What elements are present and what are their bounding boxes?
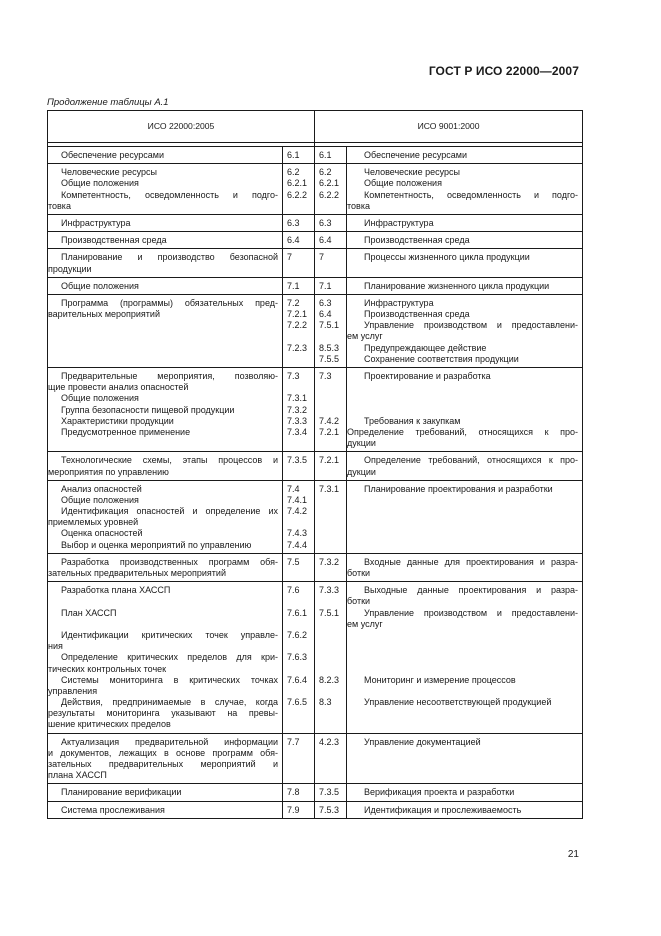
- clause-number-iso9001-line: [319, 405, 344, 416]
- clause-number-iso22000-line: 6.2.1: [287, 178, 308, 189]
- clause-title-iso9001-line: [347, 382, 578, 393]
- clause-number-iso22000-line: 7.8: [287, 787, 300, 798]
- clause-number-iso9001-line: [319, 664, 344, 675]
- clause-number-iso22000-line: 6.2: [287, 167, 300, 178]
- clause-number-iso9001-line: [319, 331, 344, 342]
- table-row: [48, 214, 583, 231]
- clause-number-iso22000-line: 7.3.5: [287, 455, 308, 466]
- clause-title-iso22000-cell: [48, 582, 283, 733]
- clause-number-iso9001-cell: [315, 277, 347, 294]
- clause-number-iso9001-line: [319, 619, 344, 630]
- clause-number-iso9001-line: [319, 528, 344, 539]
- clause-number-iso9001-line: 6.2: [319, 167, 332, 178]
- clause-number-iso22000-line: [287, 331, 312, 342]
- clause-title-iso9001-line: [347, 506, 578, 517]
- clause-number-iso9001-line: [319, 708, 344, 719]
- clause-title-iso22000-line: Программа (программы) обязательных пред-: [61, 297, 278, 308]
- table-row: [48, 294, 583, 367]
- clause-title-iso22000-line: щие провести анализ опасностей: [48, 382, 189, 393]
- clause-title-iso22000-line: [61, 320, 278, 331]
- clause-title-iso9001-line: [347, 517, 578, 528]
- clause-title-iso22000-line: Планирование верификации: [61, 787, 182, 798]
- clause-number-iso22000-cell: [283, 368, 315, 452]
- clause-number-iso22000-cell: [283, 784, 315, 801]
- clause-number-iso9001-line: 7.3: [319, 371, 332, 381]
- clause-title-iso9001-cell: [347, 294, 583, 367]
- clause-number-iso9001-line: [319, 382, 344, 393]
- clause-title-iso22000-cell: [48, 232, 283, 249]
- clause-title-iso22000-line: Идентификация опасностей и определение их: [61, 506, 278, 517]
- clause-number-iso22000-cell: [283, 480, 315, 553]
- clause-number-iso9001-line: 7.3.3: [319, 585, 340, 596]
- clause-title-iso9001-line: Производственная среда: [364, 309, 470, 320]
- clause-title-iso9001-line: Общие положения: [364, 178, 442, 189]
- clause-title-iso22000-line: Системы мониторинга в критических точках: [61, 674, 278, 685]
- clause-number-iso9001-line: 6.2.1: [319, 178, 340, 189]
- clause-number-iso22000-line: [287, 382, 312, 393]
- clause-number-iso9001-cell: [315, 553, 347, 581]
- clause-number-iso22000-line: 7.2.3: [287, 342, 308, 353]
- clause-number-iso22000-cell: [283, 164, 315, 215]
- clause-title-iso9001-cell: [347, 480, 583, 553]
- clause-number-iso9001-line: 8.5.3: [319, 342, 340, 353]
- clause-number-iso22000-line: 6.2.2: [287, 189, 308, 200]
- clause-number-iso22000-line: [287, 354, 312, 365]
- table-row: [48, 368, 583, 452]
- clause-number-iso22000-line: 7.6.4: [287, 674, 308, 685]
- clause-title-iso22000-line: Общие положения: [61, 494, 139, 505]
- clause-title-iso22000-line: Общие положения: [61, 280, 139, 291]
- table-row: [48, 249, 583, 277]
- clause-number-iso22000-line: 7.6.3: [287, 652, 308, 663]
- clause-number-iso22000-line: [287, 438, 312, 449]
- clause-number-iso9001-line: 6.4: [319, 309, 332, 320]
- clause-number-iso9001-cell: [315, 214, 347, 231]
- clause-title-iso22000-line: Инфраструктура: [61, 217, 131, 228]
- clause-title-iso9001-line: Человеческие ресурсы: [364, 167, 461, 178]
- clause-title-iso9001-cell: [347, 214, 583, 231]
- clause-title-iso22000-line: Обеспечение ресурсами: [61, 150, 164, 160]
- clause-title-iso9001-line: Определение требований, относящихся к про-: [347, 426, 579, 437]
- clause-number-iso22000-line: 7.4.3: [287, 528, 308, 539]
- clause-number-iso22000-cell: [283, 294, 315, 367]
- clause-number-iso9001-line: 7.4.2: [319, 415, 340, 426]
- clause-title-iso9001-line: ботки: [347, 568, 371, 578]
- clause-title-iso22000-line: зательных предварительных мероприятий и: [48, 759, 278, 769]
- clause-number-iso9001-line: 7.5.3: [319, 804, 340, 815]
- clause-title-iso22000-line: ния: [48, 641, 63, 652]
- clause-number-iso9001-cell: [315, 480, 347, 553]
- clause-number-iso9001-line: [319, 641, 344, 652]
- clause-number-iso22000-cell: [283, 733, 315, 784]
- clause-title-iso22000-cell: [48, 164, 283, 215]
- clause-title-iso22000-line: [61, 331, 278, 342]
- correspondence-table: [47, 110, 583, 819]
- document-id: ГОСТ Р ИСО 22000—2007: [428, 64, 579, 78]
- clause-title-iso22000-cell: [48, 733, 283, 784]
- clause-number-iso9001-line: [319, 686, 344, 697]
- clause-title-iso22000-line: Идентификации критических точек управле-: [61, 629, 278, 640]
- clause-title-iso9001-line: Входные данные для проектирования и разра-: [364, 556, 579, 567]
- clause-number-iso9001-cell: [315, 801, 347, 818]
- clause-number-iso9001-line: 6.1: [319, 150, 332, 160]
- clause-title-iso9001-line: Инфраструктура: [364, 217, 434, 228]
- clause-number-iso22000-line: [287, 596, 312, 607]
- clause-title-iso9001-line: [347, 540, 578, 551]
- clause-title-iso9001-line: ем услуг: [347, 618, 383, 629]
- clause-number-iso9001-line: 6.4: [319, 235, 332, 246]
- clause-number-iso22000-cell: [283, 582, 315, 733]
- clause-number-iso9001-line: 7.5.1: [319, 320, 340, 331]
- table-row: [48, 784, 583, 801]
- clause-number-iso9001-line: [319, 393, 344, 404]
- clause-number-iso9001-cell: [315, 249, 347, 277]
- clause-number-iso22000-line: [287, 641, 312, 652]
- clause-number-iso22000-line: [287, 708, 312, 719]
- clause-number-iso9001-line: [319, 517, 344, 528]
- column-header-iso9001: ИСО 9001:2000: [315, 111, 583, 143]
- clause-title-iso22000-line: Определение критических пределов для кри-: [61, 652, 278, 663]
- clause-title-iso9001-line: Управление производством и предоставлени-: [364, 320, 579, 331]
- clause-number-iso9001-line: 7.3.5: [319, 787, 340, 798]
- clause-number-iso9001-line: 7.2.1: [319, 426, 340, 437]
- clause-number-iso22000-line: [287, 686, 312, 697]
- table-row: [48, 801, 583, 818]
- clause-title-iso9001-line: Планирование жизненного цикла продукции: [364, 280, 550, 291]
- clause-number-iso9001-line: [319, 630, 344, 641]
- clause-number-iso22000-line: 7.2.2: [287, 320, 308, 331]
- clause-number-iso9001-line: 6.3: [319, 297, 332, 308]
- clause-title-iso22000-line: [61, 438, 278, 449]
- clause-title-iso22000-line: приемлемых уровней: [48, 517, 139, 528]
- clause-number-iso9001-line: [319, 596, 344, 607]
- clause-title-iso22000-line: Производственная среда: [61, 235, 167, 246]
- clause-number-iso22000-line: 7.3: [287, 371, 300, 381]
- clause-title-iso22000-line: Общие положения: [61, 393, 139, 404]
- clause-number-iso22000-line: 7.6: [287, 585, 300, 596]
- clause-number-iso9001-line: 8.2.3: [319, 674, 340, 685]
- clause-number-iso9001-line: 7: [319, 252, 325, 263]
- clause-number-iso9001-line: 7.1: [319, 280, 332, 291]
- clause-number-iso9001-line: [319, 506, 344, 517]
- clause-title-iso22000-line: Система прослеживания: [61, 804, 165, 815]
- table-row: [48, 582, 583, 733]
- clause-title-iso22000-line: План ХАССП: [61, 607, 117, 618]
- clause-number-iso22000-line: 7.3.2: [287, 404, 308, 415]
- table-row: [48, 733, 583, 784]
- clause-number-iso22000-line: 7.6.2: [287, 629, 308, 640]
- clause-number-iso22000-line: 7.4.2: [287, 506, 308, 517]
- clause-number-iso9001-line: [319, 652, 344, 663]
- clause-number-iso22000-line: 7.6.5: [287, 697, 308, 708]
- clause-number-iso22000-line: 7: [287, 252, 293, 263]
- clause-title-iso9001-cell: [347, 277, 583, 294]
- clause-title-iso22000-line: Предусмотренное применение: [61, 426, 191, 437]
- clause-title-iso22000-cell: [48, 553, 283, 581]
- clause-number-iso22000-line: 7.9: [287, 804, 300, 815]
- clause-number-iso9001-cell: [315, 582, 347, 733]
- clause-number-iso9001-line: 7.5.5: [319, 353, 340, 364]
- clause-title-iso9001-cell: [347, 452, 583, 480]
- clause-title-iso22000-cell: [48, 249, 283, 277]
- clause-number-iso9001-line: [319, 719, 344, 730]
- clause-title-iso22000-line: [61, 596, 278, 607]
- table-row: [48, 164, 583, 215]
- clause-number-iso9001-line: 6.3: [319, 217, 332, 228]
- clause-number-iso9001-cell: [315, 784, 347, 801]
- clause-title-iso9001-line: Сохранение соответствия продукции: [364, 353, 519, 364]
- clause-title-iso9001-line: Предупреждающее действие: [364, 342, 487, 353]
- clause-title-iso22000-line: шение критических пределов: [48, 719, 171, 730]
- clause-number-iso22000-line: 7.3.3: [287, 415, 308, 426]
- clause-number-iso22000-cell: [283, 147, 315, 164]
- clause-title-iso22000-line: [61, 354, 278, 365]
- table-row: [48, 480, 583, 553]
- clause-number-iso9001-cell: [315, 147, 347, 164]
- clause-title-iso22000-line: зательных предварительных мероприятий: [48, 568, 226, 578]
- clause-number-iso9001-line: 7.5.1: [319, 607, 340, 618]
- clause-title-iso9001-line: Обеспечение ресурсами: [364, 150, 467, 160]
- clause-number-iso22000-line: 7.3.1: [287, 393, 308, 404]
- clause-title-iso9001-line: Управление несоответствующей продукцией: [364, 697, 552, 708]
- clause-title-iso9001-cell: [347, 784, 583, 801]
- clause-number-iso9001-cell: [315, 164, 347, 215]
- clause-number-iso22000-cell: [283, 249, 315, 277]
- clause-title-iso9001-line: [347, 495, 578, 506]
- clause-title-iso22000-line: варительных мероприятий: [48, 309, 160, 320]
- clause-title-iso22000-line: Компетентность, осведомленность и подго-: [61, 189, 278, 200]
- clause-title-iso22000-line: Характеристики продукции: [61, 415, 174, 426]
- page-number: 21: [567, 849, 579, 860]
- clause-number-iso22000-cell: [283, 232, 315, 249]
- table-row: [48, 553, 583, 581]
- clause-title-iso22000-line: Предварительные мероприятия, позволяю-: [61, 371, 278, 381]
- clause-title-iso22000-line: плана ХАССП: [48, 770, 107, 781]
- clause-title-iso9001-cell: [347, 553, 583, 581]
- clause-title-iso22000-line: продукции: [48, 263, 92, 274]
- clause-title-iso9001-line: Инфраструктура: [364, 297, 434, 308]
- clause-title-iso9001-line: Верификация проекта и разработки: [364, 787, 515, 798]
- table-row: [48, 147, 583, 164]
- clause-title-iso9001-line: [347, 686, 578, 697]
- clause-title-iso9001-line: дукции: [347, 438, 376, 449]
- clause-number-iso22000-line: 7.4: [287, 483, 300, 494]
- clause-title-iso22000-line: тических контрольных точек: [48, 663, 167, 674]
- clause-title-iso22000-line: [61, 343, 278, 354]
- clause-title-iso22000-line: Разработка плана ХАССП: [61, 585, 171, 596]
- clause-title-iso22000-line: результаты мониторинга указывают на превы-: [48, 708, 278, 719]
- clause-number-iso9001-line: 7.3.1: [319, 483, 340, 494]
- clause-number-iso22000-cell: [283, 277, 315, 294]
- clause-title-iso22000-line: Разработка производственных программ обя-: [61, 556, 278, 567]
- clause-title-iso9001-cell: [347, 164, 583, 215]
- clause-number-iso22000-line: 6.3: [287, 217, 300, 228]
- clause-title-iso9001-line: дукции: [347, 466, 376, 477]
- clause-title-iso22000-line: [61, 619, 278, 630]
- clause-title-iso9001-line: Требования к закупкам: [364, 415, 461, 426]
- clause-title-iso22000-cell: [48, 277, 283, 294]
- clause-title-iso22000-line: Выбор и оценка мероприятий по управлению: [61, 539, 252, 550]
- clause-title-iso22000-cell: [48, 480, 283, 553]
- clause-title-iso9001-line: [347, 664, 578, 675]
- table-row: [48, 277, 583, 294]
- clause-title-iso9001-line: [347, 708, 578, 719]
- clause-title-iso22000-line: Группа безопасности пищевой продукции: [61, 404, 235, 415]
- clause-number-iso22000-cell: [283, 214, 315, 231]
- clause-title-iso9001-line: ботки: [347, 596, 371, 607]
- clause-title-iso22000-line: Анализ опасностей: [61, 483, 142, 494]
- clause-number-iso9001-line: [319, 540, 344, 551]
- clause-title-iso22000-cell: [48, 368, 283, 452]
- clause-number-iso22000-line: 7.4.1: [287, 494, 308, 505]
- clause-number-iso22000-line: 7.5: [287, 556, 300, 567]
- clause-number-iso22000-line: 7.2: [287, 297, 300, 308]
- clause-title-iso9001-line: Определение требований, относящихся к про-: [364, 455, 579, 466]
- clause-title-iso9001-line: Выходные данные проектирования и разра-: [364, 585, 579, 596]
- clause-title-iso22000-line: Человеческие ресурсы: [61, 167, 157, 178]
- clause-title-iso9001-line: [347, 719, 578, 730]
- clause-title-iso22000-cell: [48, 784, 283, 801]
- clause-number-iso22000-line: [287, 619, 312, 630]
- clause-number-iso9001-cell: [315, 232, 347, 249]
- clause-number-iso22000-cell: [283, 452, 315, 480]
- clause-number-iso22000-line: 7.4.4: [287, 539, 308, 550]
- clause-title-iso22000-line: Актуализация предварительной информации: [61, 736, 278, 747]
- clause-number-iso9001-cell: [315, 294, 347, 367]
- clause-title-iso22000-line: Оценка опасностей: [61, 528, 143, 539]
- clause-number-iso22000-line: [287, 664, 312, 675]
- clause-title-iso9001-line: [347, 528, 578, 539]
- clause-number-iso22000-line: [287, 719, 312, 730]
- clause-number-iso9001-cell: [315, 452, 347, 480]
- clause-title-iso9001-line: Процессы жизненного цикла продукции: [364, 252, 530, 263]
- clause-title-iso9001-cell: [347, 232, 583, 249]
- clause-title-iso9001-cell: [347, 249, 583, 277]
- table-row: [48, 232, 583, 249]
- clause-title-iso22000-cell: [48, 214, 283, 231]
- clause-title-iso22000-line: Планирование и производство безопасной: [61, 252, 278, 263]
- clause-title-iso9001-cell: [347, 801, 583, 818]
- clause-title-iso9001-cell: [347, 733, 583, 784]
- clause-title-iso9001-line: Мониторинг и измерение процессов: [364, 674, 516, 685]
- clause-title-iso9001-line: Проектирование и разработка: [364, 371, 491, 381]
- clause-title-iso9001-cell: [347, 582, 583, 733]
- clause-number-iso22000-line: 7.3.4: [287, 426, 308, 437]
- column-header-iso22000: ИСО 22000:2005: [48, 111, 315, 143]
- clause-number-iso9001-line: [319, 495, 344, 506]
- clause-number-iso22000-line: [287, 517, 312, 528]
- clause-title-iso9001-line: [347, 652, 578, 663]
- clause-number-iso9001-line: 7.3.2: [319, 556, 340, 567]
- clause-number-iso9001-line: 4.2.3: [319, 736, 340, 747]
- clause-title-iso9001-line: [347, 405, 578, 416]
- clause-number-iso22000-line: 7.1: [287, 280, 300, 291]
- clause-title-iso9001-line: Управление документацией: [364, 736, 481, 747]
- clause-title-iso9001-line: товка: [347, 200, 370, 211]
- clause-title-iso22000-line: мероприятия по управлению: [48, 466, 169, 477]
- clause-number-iso9001-line: 8.3: [319, 697, 332, 708]
- clause-number-iso22000-line: 7.6.1: [287, 607, 308, 618]
- clause-title-iso9001-line: ем услуг: [347, 331, 383, 342]
- clause-title-iso22000-line: Общие положения: [61, 178, 139, 189]
- clause-title-iso22000-line: и документов, лежащих в основе программ обя-: [48, 747, 278, 758]
- clause-title-iso9001-cell: [347, 368, 583, 452]
- clause-number-iso22000-line: 7.7: [287, 736, 300, 747]
- clause-number-iso9001-line: 7.2.1: [319, 455, 340, 466]
- table-body: [48, 147, 583, 819]
- clause-title-iso22000-line: управления: [48, 685, 98, 696]
- clause-title-iso9001-line: Идентификация и прослеживаемость: [364, 804, 522, 815]
- clause-title-iso9001-line: [347, 641, 578, 652]
- clause-number-iso22000-cell: [283, 553, 315, 581]
- clause-number-iso9001-line: [319, 438, 344, 449]
- clause-title-iso9001-line: Производственная среда: [364, 235, 470, 246]
- table-row: [48, 452, 583, 480]
- table-caption: Продолжение таблицы А.1: [47, 97, 169, 108]
- clause-title-iso9001-line: Компетентность, осведомленность и подго-: [364, 189, 579, 200]
- clause-number-iso9001-line: 6.2.2: [319, 189, 340, 200]
- clause-title-iso9001-line: [347, 630, 578, 641]
- clause-number-iso22000-cell: [283, 801, 315, 818]
- clause-title-iso22000-line: Технологические схемы, этапы процессов и: [61, 455, 278, 466]
- clause-title-iso22000-cell: [48, 147, 283, 164]
- table-header-row: [48, 111, 583, 143]
- clause-number-iso22000-line: 6.1: [287, 150, 300, 160]
- clause-title-iso22000-cell: [48, 452, 283, 480]
- clause-title-iso9001-line: [347, 393, 578, 404]
- clause-title-iso9001-line: Планирование проектирования и разработки: [364, 483, 553, 494]
- clause-title-iso22000-cell: [48, 801, 283, 818]
- clause-title-iso9001-line: Управление производством и предоставлени-: [364, 607, 579, 618]
- clause-title-iso22000-cell: [48, 294, 283, 367]
- clause-title-iso9001-cell: [347, 147, 583, 164]
- clause-number-iso22000-line: 7.2.1: [287, 309, 308, 320]
- clause-number-iso9001-cell: [315, 368, 347, 452]
- clause-number-iso9001-cell: [315, 733, 347, 784]
- clause-title-iso22000-line: товка: [48, 200, 71, 211]
- clause-number-iso22000-line: 6.4: [287, 235, 300, 246]
- clause-title-iso22000-line: Действия, предпринимаемые в случае, когда: [61, 697, 278, 708]
